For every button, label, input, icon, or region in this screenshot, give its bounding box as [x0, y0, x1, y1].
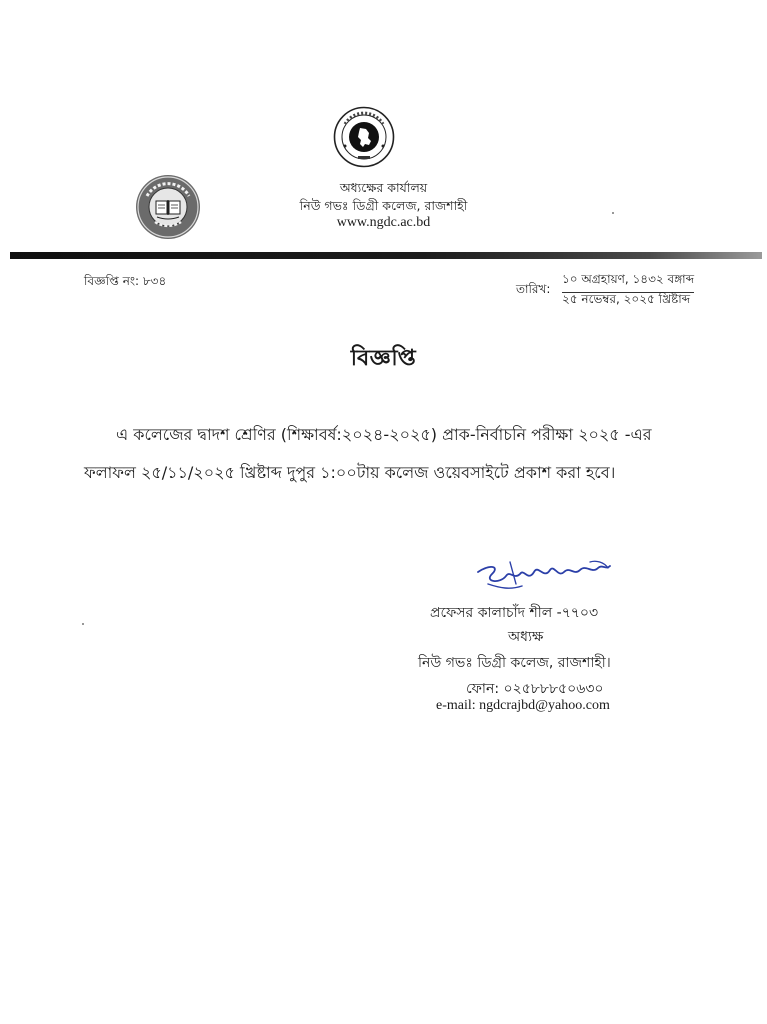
signatory-name: প্রফেসর কালাচাঁদ শীল -৭৭০৩ [430, 605, 599, 621]
date-label: তারিখ: [516, 282, 551, 296]
website-link[interactable]: www.ngdc.ac.bd [336, 215, 431, 230]
signatory-title: অধ্যক্ষ [508, 629, 544, 645]
handwritten-signature-icon [470, 554, 620, 600]
scan-speck [612, 212, 614, 214]
signatory-email[interactable]: e-mail: ngdcrajbd@yahoo.com [436, 698, 610, 713]
scan-speck [82, 623, 84, 625]
college-name: নিউ গভঃ ডিগ্রী কলেজ, রাজশাহী [299, 198, 468, 213]
signatory-college: নিউ গভঃ ডিগ্রী কলেজ, রাজশাহী। [418, 655, 611, 671]
header-divider [10, 252, 762, 259]
notice-body-line: এ কলেজের দ্বাদশ শ্রেণির (শিক্ষাবর্ষ:২০২৪-২০২৫) প্রাক-নির্বাচনি পরীক্ষা ২০২৫ -এর [116, 425, 652, 444]
signatory-phone: ফোন: ০২৫৮৮৮৫০৬৩০ [466, 681, 604, 697]
office-title: অধ্যক্ষের কার্যালয় [339, 180, 428, 195]
date-english: ২৫ নভেম্বর, ২০২৫ খ্রিষ্টাব্দ [562, 292, 691, 306]
date-bangla: ১০ অগ্রহায়ণ, ১৪৩২ বঙ্গাব্দ [562, 271, 694, 293]
notice-body-line: ফলাফল ২৫/১১/২০২৫ খ্রিষ্টাব্দ দুপুর ১:০০টায় কলেজ ওয়েবসাইটে প্রকাশ করা হবে। [84, 463, 616, 482]
government-seal-icon [333, 106, 395, 168]
notice-heading: বিজ্ঞপ্তি [350, 346, 417, 371]
memo-number: বিজ্ঞপ্তি নং: ৮৩৪ [84, 274, 167, 288]
